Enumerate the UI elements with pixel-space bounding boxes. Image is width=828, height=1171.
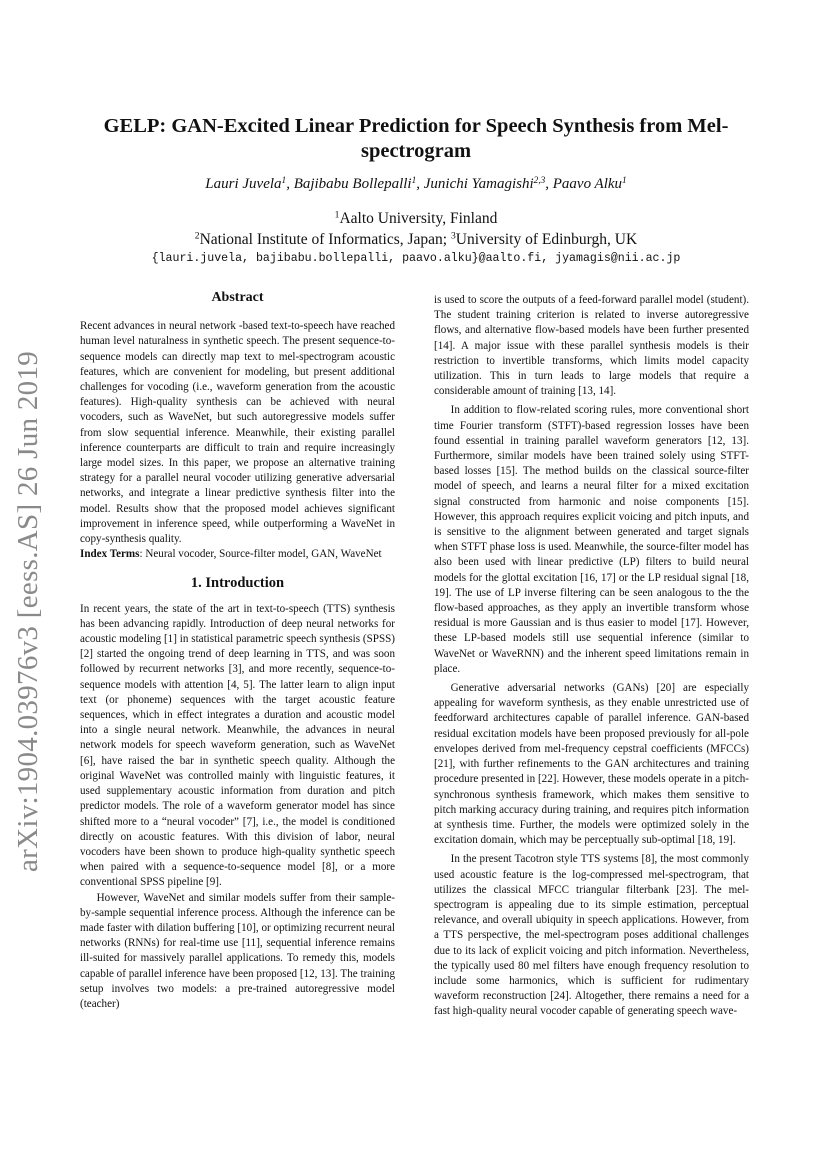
index-terms-text: : Neural vocoder, Source-filter model, GAN, WaveNet [139,548,382,561]
paper-title: GELP: GAN-Excited Linear Prediction for Speech Synthesis from Mel-spectrogram [103,115,729,162]
author-name: Paavo Alku [552,176,623,192]
author-affil-sup: 1 [411,175,417,186]
author-list: Lauri Juvela$^1$, Bajibabu Bollepalli$^1$, Junichi Yamagishi$^{2,3}$, Paavo Alku$^1$ [205,175,627,192]
author-name: Junichi Yamagishi [423,176,534,192]
author-name: Bajibabu Bollepalli [293,176,412,192]
author-affil-sup: 2,3 [533,175,546,186]
arxiv-stamp: arXiv:1904.03976v3 [eess.AS] 26 Jun 2019 [12,350,44,872]
affiliation-text: University of Edinburgh, UK [455,231,638,248]
affiliation-sup: 3 [450,230,456,242]
abstract-body: Recent advances in neural network -based text-to-speech have reached human level naturalness in synthetic speech. The present sequence-to-sequence models can directly map text to mel-spectrogram acoustic features, which are convenient for modeling, but present additional challenges for vocoding (i.e., waveform generation from the acoustic features). High-quality synthesis can be achieved with neural vocoders, such as WaveNet, but such autoregressive models suffer from slow sequential inference. Meanwhile, their existing parallel inference counterparts are difficult to train and require increasingly large model sizes. In this paper, we propose an alternative training strategy for a parallel neural vocoder utilizing generative adversarial networks, and integrate a linear predictive synthesis filter into the model. Results show that the proposed model achieves significant improvement in inference speed, while outperforming a WaveNet in copy-synthesis quality. [80,320,395,546]
index-terms [80,547,395,562]
intro-paragraph: In addition to flow-related scoring rules, more conventional short time Fourier transform (STFT)-based regression losses have been found essential in training parallel waveform generators [12, 13]. Furthermore, similar models have been trained solely using STFT-based losses [15]. The method builds on the classical source-filter model of speech, and learns a neural filter for a mixed excitation signal constructed from harmonic and noise components [15]. However, this approach requires explicit voicing and pitch inputs, and is sensitive to the alignment between generated and target signals when STFT phase loss is used. Meanwhile, the source-filter model has also been used with linear predictive (LP) filters to build neural models for the glottal excitation [16, 17] or the LP residual signal [18, 19]. The use of LP inverse filtering can be seen analogous to the the flow-based approaches, as they apply an invertible transform whose residual is more Gaussian and is thus easier to model [17]. However, these LP-based models still use sequential inference (similar to WaveNet or WaveRNN) and the inherent speed limitations remain in place. [434,404,749,675]
affiliation-sup: 1 [334,209,340,221]
author-affil-sup: 1 [622,175,627,186]
left-column [80,290,395,1012]
author-affil-sup: 1 [281,175,287,186]
affiliation-text: National Institute of Informatics, Japan; [199,231,451,248]
affiliation-text: Aalto University, Finland [339,210,498,227]
abstract-heading: Abstract [211,290,264,305]
intro-paragraph: In the present Tacotron style TTS systems [8], the most commonly used acoustic feature is the log-compressed mel-spectrogram, that utilizes the classical MFCC triangular filterbank [23]. The mel-spectrogram is appealing due to its simple estimation, perceptual relevance, and overall ubiquity in speech applications. However, from a TTS perspective, the mel-spectrogram poses additional challenges due to its lack of explicit voicing and pitch information. Nevertheless, the typically used 80 mel filters have enough frequency resolution to include some harmonics, which is sufficient for rudimentary waveform reconstruction [24]. Altogether, there remains a need for a fast high-quality neural vocoder capable of generating speech wave- [434,853,749,1018]
index-terms-label: Index Terms [80,548,140,561]
affiliation-sup: 2 [194,230,200,242]
affiliation-1 [100,210,732,228]
intro-paragraph: In recent years, the state of the art in text-to-speech (TTS) synthesis has been advancing rapidly. Introduction of deep neural networks for acoustic modeling [1] in statistical parametric speech synthesis (SPSS) [2] started the ongoing trend of deep learning in TTS, and was soon followed by recurrent networks [3], and more recently, sequence-to-sequence models with attention [4, 5]. The latter learn to align input text (or phoneme) sequences with the target acoustic feature sequences, which in effect integrates a duration and acoustic model into a single neural network. Meanwhile, the advances in neural network models for speech waveform generation, such as WaveNet [6], have raised the bar in synthetic speech quality. Although the original WaveNet was controlled mainly with linguistic features, it used supplementary acoustic information from duration and pitch predictor models. The role of a waveform generator model has since shifted more to a “neural vocoder” [7], i.e., the model is conditioned directly on acoustic features. With this division of labor, neural vocoders have been shown to produce high-quality synthetic speech when paired with a sequence-to-sequence model [8], or a more conventional SPSS pipeline [9]. [80,602,395,889]
intro-paragraph: However, WaveNet and similar models suffer from their sample-by-sample sequential inference process. Although the inference can be made faster with dilation buffering [10], or optimizing recurrent neural networks (RNNs) for real-time use [11], sequential inference remains ill-suited for massively parallel applications. To remedy this, models capable of parallel inference have been proposed [12, 13]. The training setup involves two models: a pre-trained autoregressive model (teacher) [80,891,395,1010]
affiliation-2 [100,231,732,249]
author-emails: {lauri.juvela, bajibabu.bollepalli, paavo.alku}@aalto.fi, jyamagis@nii.ac.jp [151,252,681,265]
introduction-heading: 1. Introduction [190,575,285,592]
intro-paragraph: Generative adversarial networks (GANs) [20] are especially appealing for waveform synthesis, as they enable unrestricted use of feedforward architectures capable of parallel inference. GAN-based residual excitation models have been proposed previously for all-pole envelopes derived from mel-frequency cepstral coefficients (MFCCs) [21], with further refinements to the GAN architectures and training procedure presented in [22]. However, these models operate in a pitch-synchronous synthesis framework, which makes them sensitive to pitch marking accuracy during training, and requires pitch information at synthesis time. Further, the models were optimized solely in the excitation domain, which may be perceptually sub-optimal [18, 19]. [434,682,749,847]
intro-paragraph: is used to score the outputs of a feed-forward parallel model (student). The student training criterion is related to inverse autoregressive flows, and alternative flow-based models have been further presented [14]. A major issue with these parallel synthesis models is their restriction to invertible transforms, which limits model capacity utilization. This in turn leads to large models that require a considerable amount of training [13, 14]. [434,294,749,398]
author-name: Lauri Juvela [205,176,282,192]
right-column [434,293,749,1020]
